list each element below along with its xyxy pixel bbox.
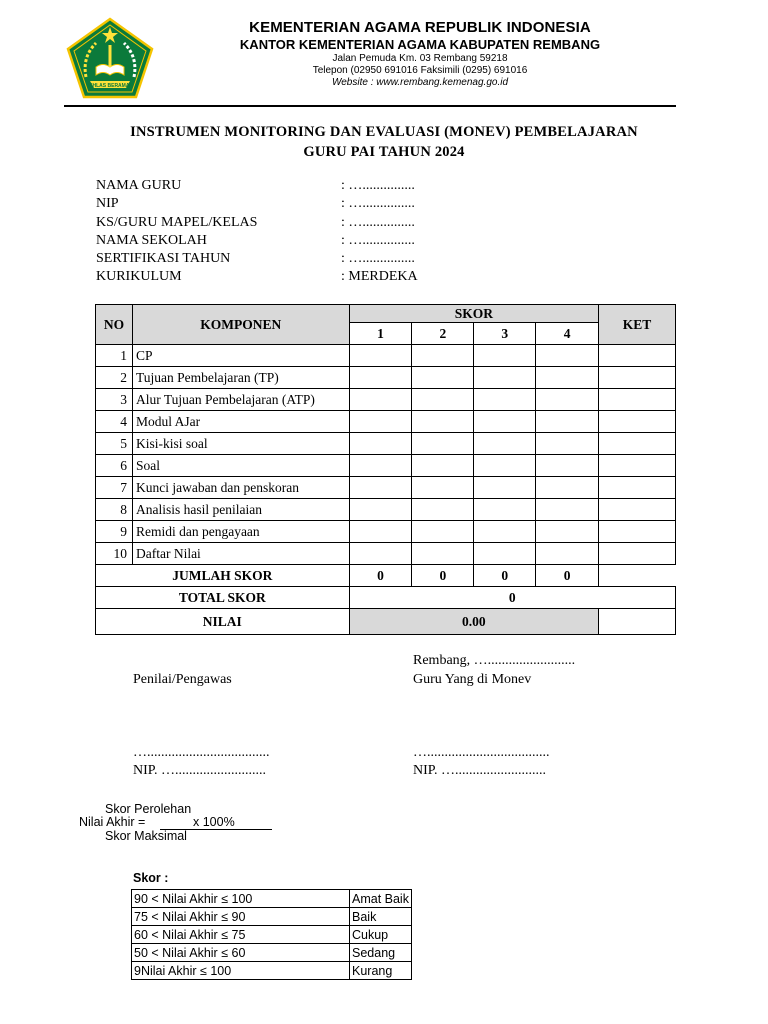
row-no: 8: [96, 499, 133, 521]
jumlah-skor-label: JUMLAH SKOR: [96, 565, 350, 587]
row-no: 9: [96, 521, 133, 543]
legend-row: [132, 890, 412, 908]
legend-label: Baik: [350, 908, 412, 926]
score-cell[interactable]: [412, 499, 474, 521]
jumlah-skor-3: 0: [474, 565, 536, 587]
field-value: : …...............: [341, 251, 415, 267]
jumlah-skor-1: 0: [349, 565, 412, 587]
formula-multiplier: x 100%: [193, 815, 235, 829]
field-ks-guru-mapel-kelas: [96, 214, 536, 232]
legend-row: [132, 962, 412, 980]
score-cell[interactable]: [474, 433, 536, 455]
title-line-2: GURU PAI TAHUN 2024: [303, 144, 465, 160]
score-cell[interactable]: [474, 411, 536, 433]
total-skor-row: [96, 587, 676, 609]
letterhead: [160, 18, 680, 89]
formula-denominator: Skor Maksimal: [105, 829, 187, 843]
score-cell[interactable]: [536, 433, 599, 455]
ket-cell[interactable]: [599, 345, 676, 367]
identity-fields: [96, 177, 536, 287]
score-cell[interactable]: [412, 411, 474, 433]
row-komponen: Alur Tujuan Pembelajaran (ATP): [132, 389, 349, 411]
legend-row: [132, 908, 412, 926]
score-cell[interactable]: [349, 367, 412, 389]
score-legend-table: [131, 889, 412, 980]
ministry-name: KEMENTERIAN AGAMA REPUBLIK INDONESIA: [249, 19, 591, 36]
score-cell[interactable]: [349, 433, 412, 455]
jumlah-skor-4: 0: [536, 565, 599, 587]
right-signatory-role: Guru Yang di Monev: [413, 672, 532, 687]
row-no: 10: [96, 543, 133, 565]
row-komponen: Kunci jawaban dan penskoran: [132, 477, 349, 499]
score-cell[interactable]: [474, 389, 536, 411]
row-no: 3: [96, 389, 133, 411]
row-komponen: Daftar Nilai: [132, 543, 349, 565]
row-no: 6: [96, 455, 133, 477]
document-title: [60, 122, 708, 162]
field-label: NAMA GURU: [96, 178, 182, 193]
header-no: NO: [96, 305, 133, 345]
office-address: Jalan Pemuda Km. 03 Rembang 59218: [332, 53, 508, 64]
score-cell[interactable]: [474, 455, 536, 477]
legend-title: Skor :: [133, 871, 169, 885]
total-skor-value: 0: [349, 587, 675, 609]
formula-numerator: Skor Perolehan: [105, 802, 192, 816]
ket-cell[interactable]: [599, 433, 676, 455]
office-name: KANTOR KEMENTERIAN AGAMA KABUPATEN REMBANG: [239, 37, 601, 52]
row-no: 4: [96, 411, 133, 433]
legend-range: 9Nilai Akhir ≤ 100: [132, 962, 350, 980]
header-ket: KET: [599, 305, 676, 345]
field-value: : MERDEKA: [341, 269, 418, 285]
legend-row: [132, 944, 412, 962]
table-row: [96, 345, 676, 367]
score-cell[interactable]: [536, 521, 599, 543]
score-cell[interactable]: [536, 411, 599, 433]
ket-cell[interactable]: [599, 411, 676, 433]
field-value: : …...............: [341, 214, 415, 230]
score-cell[interactable]: [412, 543, 474, 565]
field-value: : …...............: [341, 196, 415, 212]
field-nama-guru: [96, 177, 536, 195]
monev-score-table: [95, 304, 676, 635]
score-cell[interactable]: [474, 543, 536, 565]
legend-label: Amat Baik: [350, 890, 412, 908]
formula-lhs: Nilai Akhir =: [79, 815, 146, 829]
score-cell[interactable]: [349, 543, 412, 565]
row-komponen: Analisis hasil penilaian: [132, 499, 349, 521]
header-skor-3: 3: [474, 323, 536, 345]
score-cell[interactable]: [349, 389, 412, 411]
score-cell[interactable]: [412, 433, 474, 455]
score-cell[interactable]: [536, 389, 599, 411]
score-cell[interactable]: [474, 499, 536, 521]
field-nip: [96, 195, 536, 213]
title-line-1: INSTRUMEN MONITORING DAN EVALUASI (MONEV) PEMBELAJARAN: [130, 124, 638, 140]
ket-cell[interactable]: [599, 543, 676, 565]
left-signatory-name: …...................................: [133, 745, 270, 760]
score-cell[interactable]: [349, 477, 412, 499]
legend-range: 60 < Nilai Akhir ≤ 75: [132, 926, 350, 944]
score-cell[interactable]: [349, 455, 412, 477]
field-label: KURIKULUM: [96, 269, 182, 285]
score-cell[interactable]: [349, 521, 412, 543]
legend-range: 75 < Nilai Akhir ≤ 90: [132, 908, 350, 926]
office-website: Website : www.rembang.kemenag.go.id: [331, 77, 508, 88]
score-cell[interactable]: [412, 521, 474, 543]
row-no: 5: [96, 433, 133, 455]
legend-row: [132, 926, 412, 944]
nilai-value: 0.00: [349, 609, 598, 635]
office-phone: Telepon (02950 691016 Faksimili (0295) 691016: [312, 65, 528, 76]
ket-cell[interactable]: [599, 499, 676, 521]
score-cell[interactable]: [412, 345, 474, 367]
table-row: [96, 411, 676, 433]
kemenag-logo: [66, 17, 154, 99]
left-signatory-nip: NIP. …..........................: [133, 763, 267, 778]
row-komponen: Soal: [132, 455, 349, 477]
header-skor: SKOR: [349, 305, 598, 323]
ket-cell[interactable]: [599, 367, 676, 389]
table-row: [96, 455, 676, 477]
row-komponen: CP: [132, 345, 349, 367]
row-komponen: Remidi dan pengayaan: [132, 521, 349, 543]
row-no: 2: [96, 367, 133, 389]
table-row: [96, 367, 676, 389]
score-cell[interactable]: [536, 455, 599, 477]
legend-range: 50 < Nilai Akhir ≤ 60: [132, 944, 350, 962]
table-row: [96, 389, 676, 411]
row-komponen: Tujuan Pembelajaran (TP): [132, 367, 349, 389]
ket-cell[interactable]: [599, 389, 676, 411]
score-cell[interactable]: [412, 477, 474, 499]
row-komponen: Kisi-kisi soal: [132, 433, 349, 455]
score-cell[interactable]: [349, 499, 412, 521]
table-row: [96, 543, 676, 565]
row-no: 7: [96, 477, 133, 499]
table-row: [96, 433, 676, 455]
header-skor-2: 2: [412, 323, 474, 345]
header-skor-1: 1: [349, 323, 412, 345]
score-cell[interactable]: [536, 543, 599, 565]
logo-motto: IKHLAS BERAMAL: [87, 82, 133, 89]
right-signatory-name: …...................................: [413, 745, 550, 760]
table-row: [96, 499, 676, 521]
field-label: NIP: [96, 196, 119, 212]
header-skor-4: 4: [536, 323, 599, 345]
total-skor-label: TOTAL SKOR: [96, 587, 350, 609]
score-cell[interactable]: [474, 521, 536, 543]
score-cell[interactable]: [474, 345, 536, 367]
ket-cell[interactable]: [599, 521, 676, 543]
legend-label: Sedang: [350, 944, 412, 962]
score-cell[interactable]: [536, 477, 599, 499]
jumlah-skor-2: 0: [412, 565, 474, 587]
score-cell[interactable]: [349, 345, 412, 367]
field-value: : …...............: [341, 178, 415, 193]
score-cell[interactable]: [349, 411, 412, 433]
score-cell[interactable]: [536, 345, 599, 367]
empty-cell: [599, 565, 676, 587]
score-cell[interactable]: [412, 367, 474, 389]
field-sertifikasi-tahun: [96, 250, 536, 268]
right-signatory-nip: NIP. …..........................: [413, 763, 547, 778]
letterhead-divider: [64, 105, 676, 107]
field-label: NAMA SEKOLAH: [96, 232, 207, 248]
score-cell[interactable]: [412, 389, 474, 411]
legend-label: Kurang: [350, 962, 412, 980]
legend-label: Cukup: [350, 926, 412, 944]
row-no: 1: [96, 345, 133, 367]
place-date: Rembang, ….........................: [413, 653, 576, 668]
score-cell[interactable]: [474, 367, 536, 389]
table-row: [96, 521, 676, 543]
nilai-ket-cell: [599, 609, 676, 635]
field-label: SERTIFIKASI TAHUN: [96, 251, 231, 267]
header-komponen: KOMPONEN: [132, 305, 349, 345]
field-nama-sekolah: [96, 232, 536, 250]
nilai-label: NILAI: [96, 609, 350, 635]
nilai-row: [96, 609, 676, 635]
ket-cell[interactable]: [599, 477, 676, 499]
score-cell[interactable]: [536, 499, 599, 521]
field-value: : …...............: [341, 232, 415, 248]
field-kurikulum: [96, 268, 536, 286]
jumlah-skor-row: [96, 565, 676, 587]
score-cell[interactable]: [474, 477, 536, 499]
field-label: KS/GURU MAPEL/KELAS: [96, 214, 258, 230]
ket-cell[interactable]: [599, 455, 676, 477]
score-cell[interactable]: [412, 455, 474, 477]
left-signatory-role: Penilai/Pengawas: [133, 672, 232, 687]
legend-range: 90 < Nilai Akhir ≤ 100: [132, 890, 350, 908]
table-header-row: [96, 305, 676, 323]
table-row: [96, 477, 676, 499]
row-komponen: Modul AJar: [132, 411, 349, 433]
score-cell[interactable]: [536, 367, 599, 389]
